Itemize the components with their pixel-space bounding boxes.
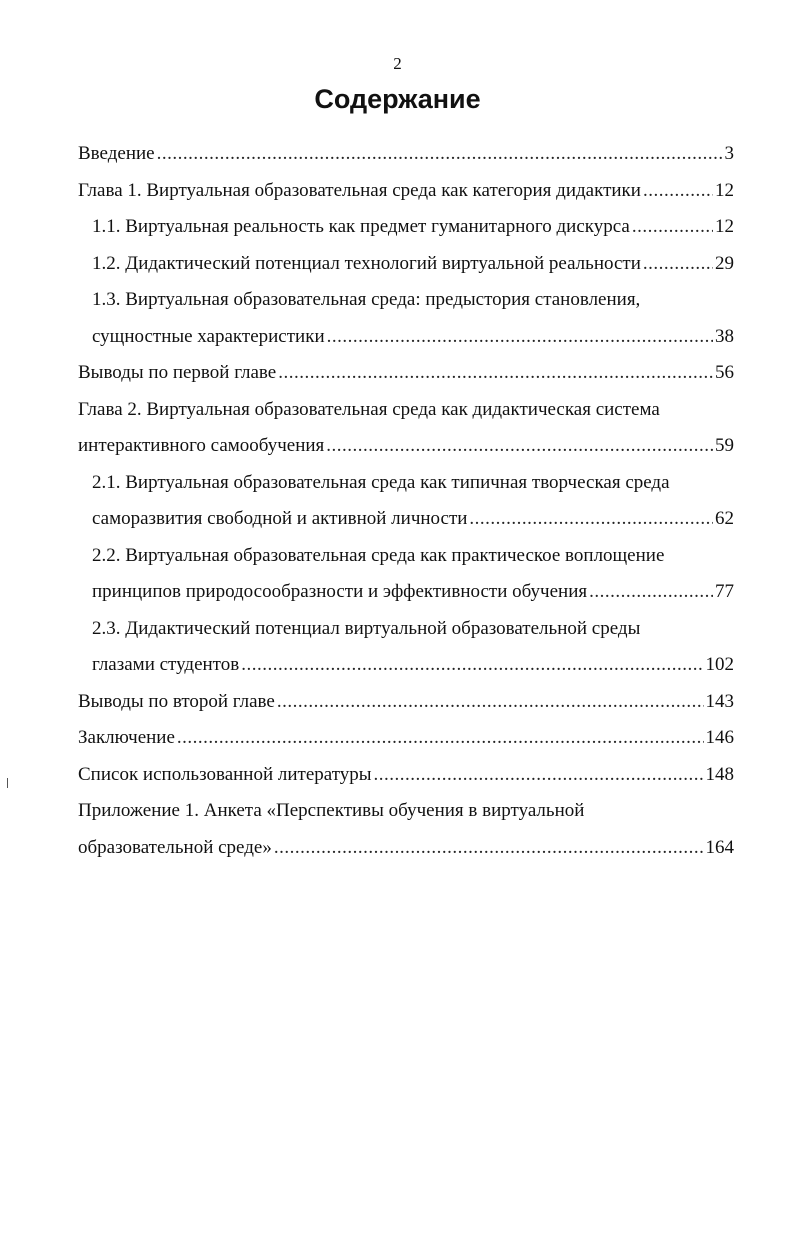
- toc-entry-title: сущностные характеристики: [92, 325, 325, 347]
- toc-entry: [78, 249, 734, 286]
- toc-entry-title: Выводы по второй главе: [78, 690, 275, 712]
- toc-entry-title: образовательной среде»: [78, 836, 272, 858]
- toc-entry: [78, 395, 734, 432]
- toc-entry-page: 164: [705, 836, 734, 858]
- toc-dot-leader: [469, 504, 713, 534]
- toc-dot-leader: [374, 760, 704, 790]
- toc-entry-title: глазами студентов: [92, 654, 240, 675]
- toc-entry: [78, 504, 734, 541]
- toc-entry: [78, 760, 734, 797]
- toc-entry-title: Приложение 1. Анкета «Перспективы обучения в виртуальной: [78, 800, 585, 821]
- toc-dot-leader: [643, 176, 713, 206]
- toc-entry-page: 77: [715, 581, 734, 602]
- toc-entry-title: Заключение: [78, 727, 175, 748]
- toc-entry-title: Глава 2. Виртуальная образовательная среда как дидактическая система: [78, 398, 660, 420]
- toc-entry-page: 62: [715, 508, 734, 529]
- toc-dot-leader: [157, 139, 723, 169]
- toc-entry: [78, 176, 734, 213]
- toc-dot-leader: [274, 833, 704, 863]
- toc-entry-title: 2.2. Виртуальная образовательная среда как практическое воплощение: [92, 544, 665, 566]
- toc-entry-page: 38: [715, 325, 734, 347]
- toc-entry-page: 3: [724, 143, 734, 164]
- toc-entry-page: 56: [715, 362, 734, 383]
- toc-entry: [78, 285, 734, 322]
- toc-dot-leader: [327, 322, 713, 352]
- toc-dot-leader: [241, 650, 703, 680]
- margin-mark: [7, 778, 8, 788]
- toc-entry: [78, 687, 734, 724]
- toc-entry-page: 146: [705, 727, 734, 748]
- toc-entry: [78, 614, 734, 651]
- toc-entry: [78, 650, 734, 687]
- toc-dot-leader: [177, 723, 704, 753]
- toc-entry: [78, 358, 734, 395]
- toc-entry-title: Глава 1. Виртуальная образовательная среда как категория дидактики: [78, 179, 641, 201]
- toc-entry-title: принципов природосообразности и эффективности обучения: [92, 581, 588, 602]
- toc-dot-leader: [326, 431, 713, 461]
- toc-entry-title: интерактивного самообучения: [78, 435, 325, 456]
- toc-entry-title: 2.3. Дидактический потенциал виртуальной образовательной среды: [92, 617, 641, 639]
- page-title: Содержание: [314, 84, 481, 114]
- toc-dot-leader: [277, 687, 704, 717]
- toc-entry-title: 1.2. Дидактический потенциал технологий виртуальной реальности: [92, 252, 641, 274]
- table-of-contents: [78, 139, 734, 869]
- toc-entry-title: 2.1. Виртуальная образовательная среда как типичная творческая среда: [92, 471, 670, 493]
- toc-dot-leader: [278, 358, 713, 388]
- toc-entry: [78, 833, 734, 870]
- toc-entry: [78, 577, 734, 614]
- toc-dot-leader: [632, 212, 713, 242]
- toc-entry-page: 12: [715, 179, 734, 201]
- toc-entry-title: Список использованной литературы: [78, 763, 372, 785]
- toc-dot-leader: [643, 249, 713, 279]
- toc-entry: [78, 468, 734, 505]
- toc-entry-page: 29: [715, 252, 734, 274]
- toc-entry: [78, 139, 734, 176]
- toc-entry-page: 143: [705, 690, 734, 712]
- toc-entry-title: саморазвития свободной и активной личности: [92, 508, 468, 529]
- toc-entry: [78, 796, 734, 833]
- page-number: 2: [393, 54, 402, 73]
- toc-entry: [78, 212, 734, 249]
- toc-entry: [78, 322, 734, 359]
- toc-entry-title: 1.1. Виртуальная реальность как предмет гуманитарного дискурса: [92, 216, 630, 237]
- toc-entry: [78, 541, 734, 578]
- toc-entry-page: 148: [705, 763, 734, 785]
- toc-entry: [78, 723, 734, 760]
- toc-entry-title: 1.3. Виртуальная образовательная среда: предыстория становления,: [92, 289, 641, 310]
- toc-entry-page: 59: [715, 435, 734, 456]
- toc-entry-page: 102: [705, 654, 734, 675]
- toc-entry-title: Введение: [78, 143, 155, 164]
- toc-dot-leader: [589, 577, 713, 607]
- toc-entry-page: 12: [715, 216, 734, 237]
- toc-entry-title: Выводы по первой главе: [78, 362, 277, 383]
- toc-entry: [78, 431, 734, 468]
